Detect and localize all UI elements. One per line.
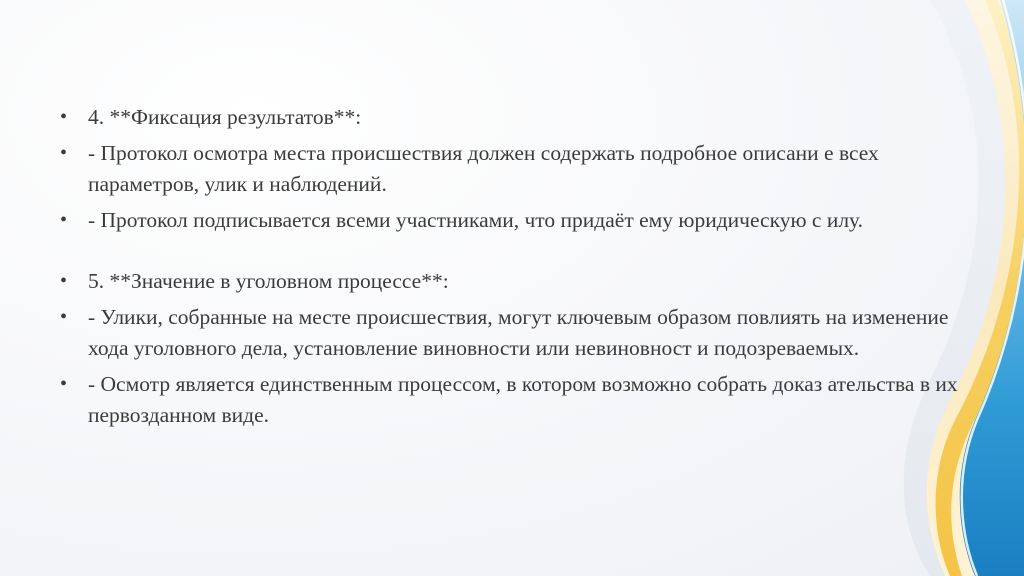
bullet-item: [60, 205, 965, 236]
bullet-marker: •: [60, 373, 68, 395]
bullet-item: [60, 266, 965, 297]
bullet-item: [60, 369, 965, 431]
bullet-marker: •: [60, 306, 68, 328]
bullet-item: [60, 102, 965, 133]
bullet-marker: •: [60, 106, 68, 128]
bullet-item: [60, 138, 965, 200]
bullet-list: [60, 102, 965, 436]
bullet-marker: •: [60, 209, 68, 231]
bullet-item: [60, 302, 965, 364]
bullet-text: - Протокол осмотра места происшествия должен содержать подробное описани е всех параметров, улик и наблюдений.: [88, 141, 879, 196]
bullet-marker: •: [60, 142, 68, 164]
bullet-text: - Протокол подписывается всеми участниками, что придаёт ему юридическую с илу.: [88, 208, 864, 232]
bullet-text: - Осмотр является единственным процессом, в котором возможно собрать доказ ательства в их первозданном виде.: [88, 372, 958, 427]
bullet-marker: •: [60, 270, 68, 292]
bullet-text: 4. **Фиксация результатов**:: [88, 105, 362, 129]
bullet-text: 5. **Значение в уголовном процессе**:: [88, 269, 449, 293]
bullet-text: - Улики, собранные на месте происшествия, могут ключевым образом повлиять на изменение хода уголовного дела, установление виновности или невиновност и подозреваемых.: [88, 305, 949, 360]
